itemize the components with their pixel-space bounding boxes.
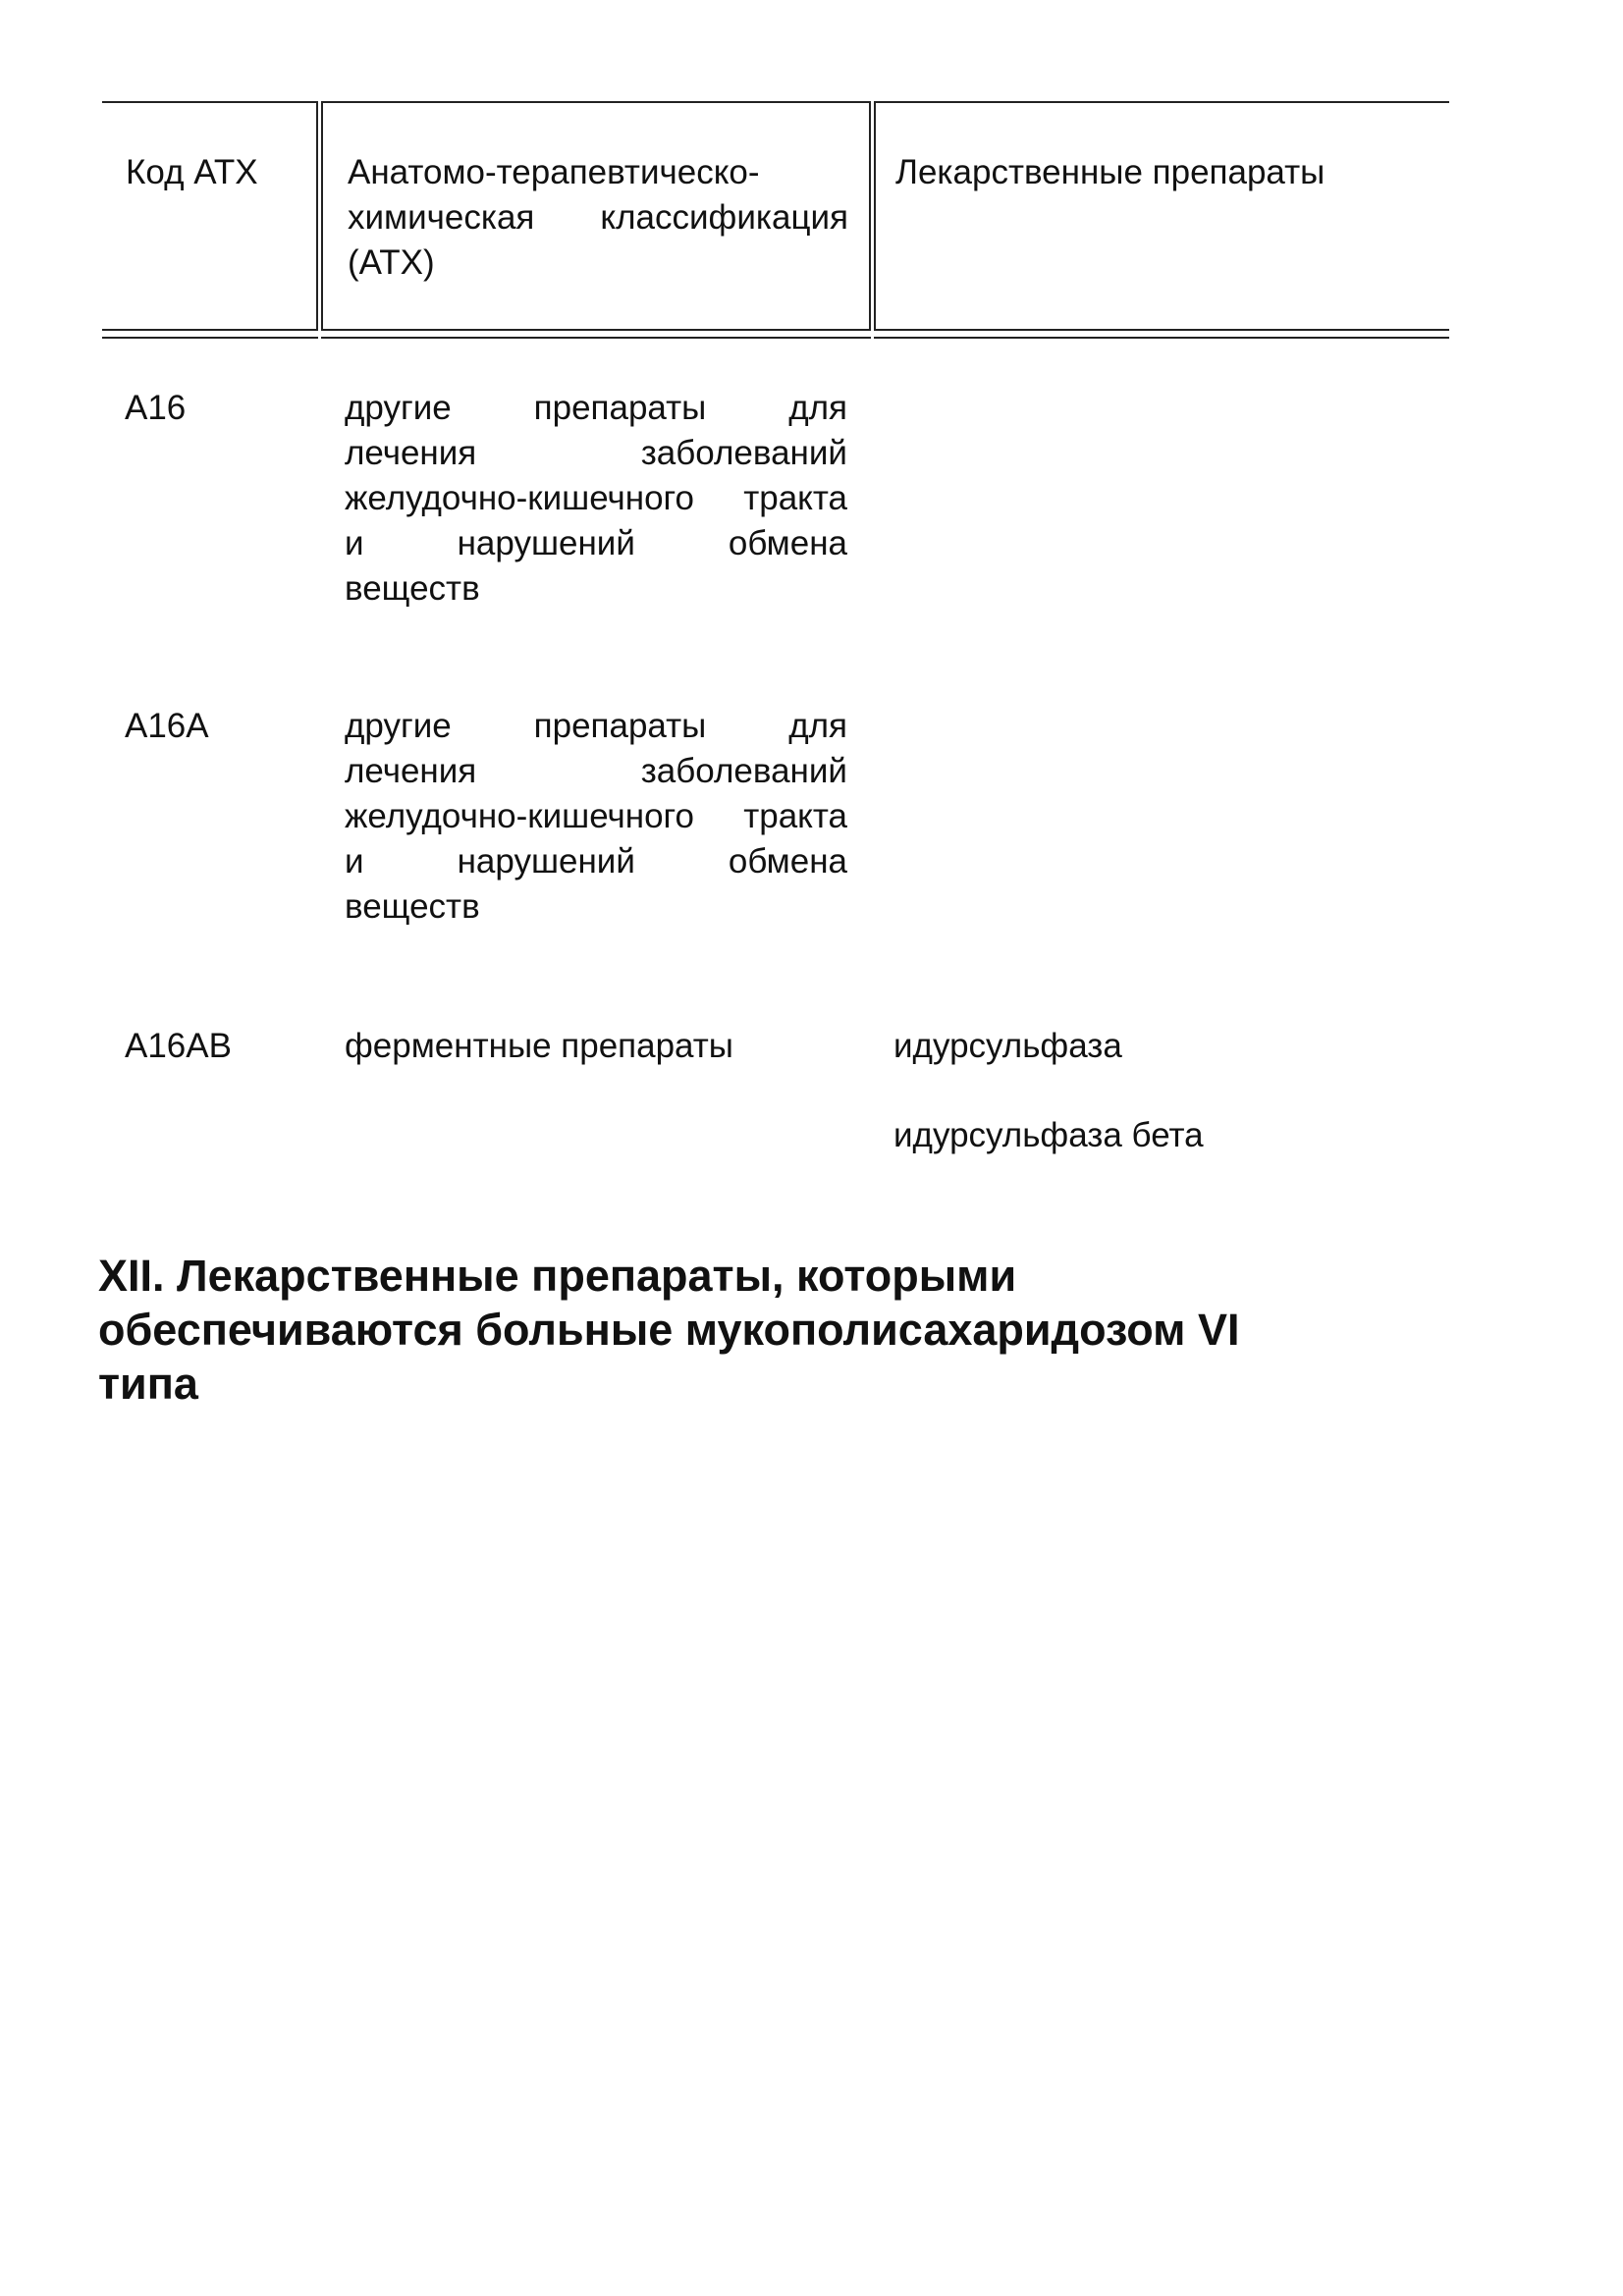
header-code-label: Код АТХ xyxy=(126,153,258,191)
header-double-rule xyxy=(321,337,871,339)
drug-name: идурсульфаза xyxy=(893,1027,1122,1065)
table-header xyxy=(102,101,1449,339)
row-code-a16: A16 xyxy=(125,389,187,427)
row-classification-a16ab: ферментные препараты xyxy=(345,1027,733,1065)
row-code-a16ab: A16AB xyxy=(125,1027,232,1065)
header-classification-label: Анатомо-терапевтическо- химическая классификация (АТХ) xyxy=(348,153,848,282)
drug-name: идурсульфаза бета xyxy=(893,1116,1204,1154)
row-code-a16a: A16A xyxy=(125,707,209,745)
header-cell-drugs xyxy=(874,101,1449,331)
header-double-rule xyxy=(874,337,1449,339)
row-classification-a16: другие препараты для лечения заболеваний желудочно-кишечного тракта и нарушений обмена веществ xyxy=(345,389,847,608)
header-drugs-label: Лекарственные препараты xyxy=(895,153,1325,191)
header-double-rule xyxy=(102,337,318,339)
header-cell-code xyxy=(102,101,318,331)
row-classification-a16a: другие препараты для лечения заболеваний желудочно-кишечного тракта и нарушений обмена веществ xyxy=(345,707,847,926)
section-heading: XII. Лекарственные препараты, которыми обеспечиваются больные мукополисахаридозом VI типа xyxy=(98,1251,1240,1409)
